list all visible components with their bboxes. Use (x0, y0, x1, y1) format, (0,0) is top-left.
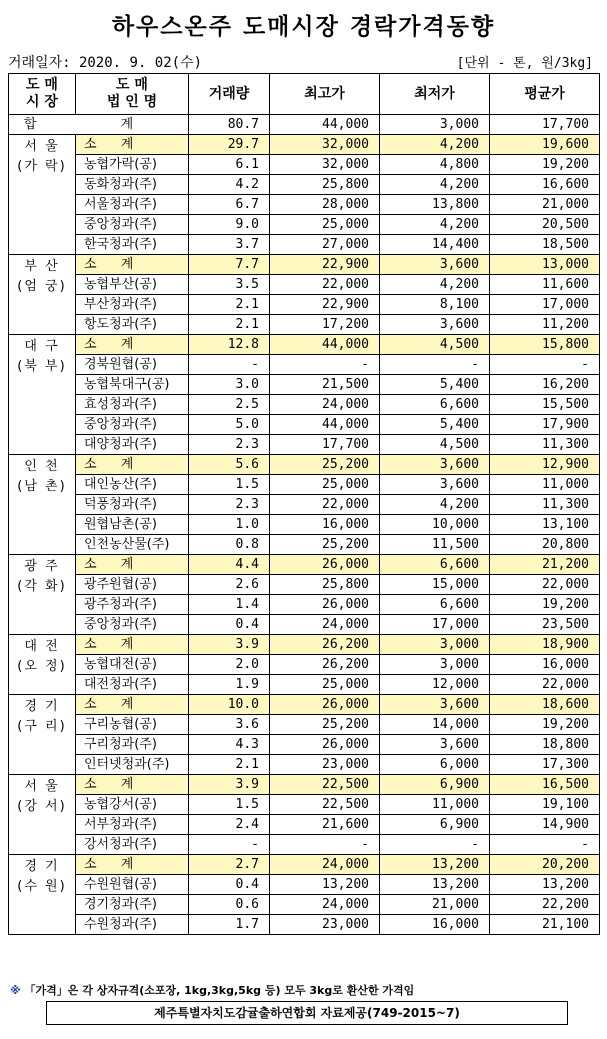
market-line1: 대 전 (24, 639, 60, 654)
market-line2: (구 리) (17, 719, 67, 734)
volume-cell: - (189, 355, 270, 375)
min-price-cell: 15,000 (380, 575, 490, 595)
data-source: 제주특별자치도감귤출하연합회 자료제공(749-2015~7) (46, 1001, 568, 1025)
corp-name: 인터넷청과(주) (76, 755, 189, 775)
corp-name: 수원원협(공) (76, 875, 189, 895)
volume-cell: 7.7 (189, 255, 270, 275)
avg-price-cell: 21,000 (490, 195, 600, 215)
max-price-cell: 21,600 (270, 815, 380, 835)
corp-name: 경기청과(주) (76, 895, 189, 915)
avg-price-cell: - (490, 355, 600, 375)
corp-name: 소 계 (76, 555, 189, 575)
min-price-cell: - (380, 355, 490, 375)
volume-cell: 3.5 (189, 275, 270, 295)
max-price-cell: 27,000 (270, 235, 380, 255)
avg-price-cell: - (490, 835, 600, 855)
min-price-cell: 3,000 (380, 655, 490, 675)
avg-price-cell: 18,800 (490, 735, 600, 755)
volume-cell: 1.5 (189, 795, 270, 815)
market-line2: (각 화) (17, 579, 67, 594)
corp-name: 서울청과(주) (76, 195, 189, 215)
corp-name: 농협북대구(공) (76, 375, 189, 395)
avg-price-cell: 19,100 (490, 795, 600, 815)
volume-cell: 0.4 (189, 615, 270, 635)
volume-cell: 1.0 (189, 515, 270, 535)
max-price-cell: 25,800 (270, 575, 380, 595)
volume-cell: 3.0 (189, 375, 270, 395)
volume-cell: 1.5 (189, 475, 270, 495)
total-max: 44,000 (270, 115, 380, 135)
avg-price-cell: 22,000 (490, 675, 600, 695)
min-price-cell: 4,200 (380, 175, 490, 195)
volume-cell: 29.7 (189, 135, 270, 155)
max-price-cell: 26,000 (270, 735, 380, 755)
corp-name: 한국청과(주) (76, 235, 189, 255)
market-line1: 부 산 (24, 259, 60, 274)
table-row (9, 535, 600, 555)
min-price-cell: 11,500 (380, 535, 490, 555)
max-price-cell: 26,000 (270, 595, 380, 615)
avg-price-cell: 23,500 (490, 615, 600, 635)
table-row (9, 395, 600, 415)
volume-cell: 9.0 (189, 215, 270, 235)
corp-name: 덕풍청과(주) (76, 495, 189, 515)
market-line1: 인 천 (24, 459, 60, 474)
table-row (9, 615, 600, 635)
max-price-cell: 25,800 (270, 175, 380, 195)
market-line1: 서 울 (24, 139, 60, 154)
volume-cell: 5.6 (189, 455, 270, 475)
market-line1: 대 구 (24, 339, 60, 354)
max-price-cell: 17,200 (270, 315, 380, 335)
table-row (9, 735, 600, 755)
volume-cell: 1.7 (189, 915, 270, 935)
market-line2: (남 촌) (17, 479, 67, 494)
volume-cell: 10.0 (189, 695, 270, 715)
corp-name: 항도청과(주) (76, 315, 189, 335)
market-name (9, 635, 76, 695)
market-name (9, 255, 76, 335)
corp-name: 소 계 (76, 775, 189, 795)
corp-name: 구리청과(주) (76, 735, 189, 755)
max-price-cell: 17,700 (270, 435, 380, 455)
table-row (9, 435, 600, 455)
max-price-cell: 25,200 (270, 715, 380, 735)
max-price-cell: 21,500 (270, 375, 380, 395)
corp-name: 부산청과(주) (76, 295, 189, 315)
corp-name: 소 계 (76, 695, 189, 715)
market-line1: 경 기 (24, 859, 60, 874)
volume-cell: 12.8 (189, 335, 270, 355)
volume-cell: 2.6 (189, 575, 270, 595)
avg-price-cell: 19,200 (490, 155, 600, 175)
min-price-cell: - (380, 835, 490, 855)
subtotal-row (9, 855, 600, 875)
volume-cell: 3.9 (189, 775, 270, 795)
total-label: 합 계 (9, 115, 189, 135)
table-row (9, 215, 600, 235)
corp-name: 효성청과(주) (76, 395, 189, 415)
volume-cell: 0.8 (189, 535, 270, 555)
max-price-cell: 13,200 (270, 875, 380, 895)
corp-name: 소 계 (76, 135, 189, 155)
corp-name: 원협남촌(공) (76, 515, 189, 535)
avg-price-cell: 11,200 (490, 315, 600, 335)
max-price-cell: 26,000 (270, 695, 380, 715)
table-row (9, 475, 600, 495)
corp-name: 농협강서(공) (76, 795, 189, 815)
header-avg: 평균가 (490, 74, 600, 115)
market-line2: (엄 궁) (17, 279, 67, 294)
max-price-cell: 25,000 (270, 475, 380, 495)
table-row (9, 355, 600, 375)
table-row (9, 795, 600, 815)
min-price-cell: 14,400 (380, 235, 490, 255)
subtotal-row (9, 635, 600, 655)
volume-cell: 4.3 (189, 735, 270, 755)
volume-cell: 2.1 (189, 295, 270, 315)
max-price-cell: 25,000 (270, 675, 380, 695)
corp-name: 서부청과(주) (76, 815, 189, 835)
subtotal-row (9, 555, 600, 575)
table-row (9, 715, 600, 735)
max-price-cell: 25,000 (270, 215, 380, 235)
min-price-cell: 6,600 (380, 595, 490, 615)
max-price-cell: 24,000 (270, 855, 380, 875)
header-volume: 거래량 (189, 74, 270, 115)
min-price-cell: 13,200 (380, 875, 490, 895)
volume-cell: 2.3 (189, 495, 270, 515)
table-header-row (9, 74, 600, 115)
volume-cell: 2.7 (189, 855, 270, 875)
min-price-cell: 3,600 (380, 255, 490, 275)
avg-price-cell: 22,000 (490, 575, 600, 595)
price-table (8, 73, 600, 935)
min-price-cell: 4,200 (380, 275, 490, 295)
avg-price-cell: 11,600 (490, 275, 600, 295)
market-name (9, 775, 76, 855)
max-price-cell: 23,000 (270, 915, 380, 935)
corp-name: 경북원협(공) (76, 355, 189, 375)
market-line2: (북 부) (17, 359, 67, 374)
volume-cell: 6.7 (189, 195, 270, 215)
max-price-cell: 26,000 (270, 555, 380, 575)
table-row (9, 515, 600, 535)
min-price-cell: 4,200 (380, 135, 490, 155)
table-row (9, 315, 600, 335)
min-price-cell: 12,000 (380, 675, 490, 695)
table-row (9, 495, 600, 515)
min-price-cell: 10,000 (380, 515, 490, 535)
market-line2: (오 정) (17, 659, 67, 674)
avg-price-cell: 13,200 (490, 875, 600, 895)
max-price-cell: 24,000 (270, 615, 380, 635)
min-price-cell: 6,900 (380, 815, 490, 835)
avg-price-cell: 18,500 (490, 235, 600, 255)
avg-price-cell: 19,200 (490, 715, 600, 735)
volume-cell: 5.0 (189, 415, 270, 435)
corp-name: 중앙청과(주) (76, 415, 189, 435)
table-row (9, 415, 600, 435)
min-price-cell: 3,600 (380, 475, 490, 495)
total-row (9, 115, 600, 135)
corp-name: 소 계 (76, 635, 189, 655)
max-price-cell: 16,000 (270, 515, 380, 535)
total-volume: 80.7 (189, 115, 270, 135)
avg-price-cell: 20,800 (490, 535, 600, 555)
market-line1: 경 기 (24, 699, 60, 714)
volume-cell: 2.5 (189, 395, 270, 415)
max-price-cell: 26,200 (270, 655, 380, 675)
volume-cell: 0.6 (189, 895, 270, 915)
table-row (9, 235, 600, 255)
table-row (9, 155, 600, 175)
volume-cell: 0.4 (189, 875, 270, 895)
avg-price-cell: 17,900 (490, 415, 600, 435)
max-price-cell: - (270, 355, 380, 375)
min-price-cell: 13,200 (380, 855, 490, 875)
max-price-cell: 22,500 (270, 795, 380, 815)
avg-price-cell: 20,500 (490, 215, 600, 235)
max-price-cell: 25,200 (270, 535, 380, 555)
min-price-cell: 3,000 (380, 635, 490, 655)
avg-price-cell: 15,800 (490, 335, 600, 355)
corp-name: 소 계 (76, 455, 189, 475)
max-price-cell: 26,200 (270, 635, 380, 655)
volume-cell: 2.1 (189, 315, 270, 335)
unit-note: [단위 - 톤, 원/3kg] (456, 56, 593, 71)
market-line2: (강 서) (17, 799, 67, 814)
min-price-cell: 4,500 (380, 335, 490, 355)
volume-cell: 1.4 (189, 595, 270, 615)
max-price-cell: 22,000 (270, 275, 380, 295)
market-name (9, 335, 76, 455)
table-row (9, 675, 600, 695)
total-avg: 17,700 (490, 115, 600, 135)
avg-price-cell: 22,200 (490, 895, 600, 915)
min-price-cell: 4,200 (380, 215, 490, 235)
max-price-cell: 22,500 (270, 775, 380, 795)
subtotal-row (9, 455, 600, 475)
min-price-cell: 17,000 (380, 615, 490, 635)
corp-name: 구리농협(공) (76, 715, 189, 735)
max-price-cell: 28,000 (270, 195, 380, 215)
min-price-cell: 16,000 (380, 915, 490, 935)
min-price-cell: 6,600 (380, 555, 490, 575)
header-corp: 도 매 법 인 명 (76, 74, 189, 115)
avg-price-cell: 17,000 (490, 295, 600, 315)
avg-price-cell: 16,000 (490, 655, 600, 675)
avg-price-cell: 14,900 (490, 815, 600, 835)
corp-name: 소 계 (76, 855, 189, 875)
market-name (9, 855, 76, 935)
max-price-cell: 32,000 (270, 135, 380, 155)
market-name (9, 135, 76, 255)
market-name (9, 455, 76, 555)
min-price-cell: 3,600 (380, 315, 490, 335)
table-row (9, 275, 600, 295)
avg-price-cell: 16,500 (490, 775, 600, 795)
max-price-cell: 22,900 (270, 255, 380, 275)
min-price-cell: 6,000 (380, 755, 490, 775)
max-price-cell: 24,000 (270, 895, 380, 915)
volume-cell: 2.4 (189, 815, 270, 835)
avg-price-cell: 15,500 (490, 395, 600, 415)
min-price-cell: 6,900 (380, 775, 490, 795)
total-min: 3,000 (380, 115, 490, 135)
corp-name: 광주청과(주) (76, 595, 189, 615)
avg-price-cell: 21,100 (490, 915, 600, 935)
table-row (9, 875, 600, 895)
corp-name: 대인농산(주) (76, 475, 189, 495)
avg-price-cell: 18,900 (490, 635, 600, 655)
subtotal-row (9, 135, 600, 155)
min-price-cell: 5,400 (380, 375, 490, 395)
table-row (9, 375, 600, 395)
market-name (9, 555, 76, 635)
avg-price-cell: 21,200 (490, 555, 600, 575)
header-max: 최고가 (270, 74, 380, 115)
max-price-cell: 25,200 (270, 455, 380, 475)
table-row (9, 655, 600, 675)
avg-price-cell: 16,200 (490, 375, 600, 395)
volume-cell: 2.0 (189, 655, 270, 675)
table-row (9, 295, 600, 315)
subtotal-row (9, 335, 600, 355)
max-price-cell: 44,000 (270, 335, 380, 355)
table-row (9, 175, 600, 195)
min-price-cell: 4,800 (380, 155, 490, 175)
subtotal-row (9, 695, 600, 715)
subtotal-row (9, 255, 600, 275)
table-row (9, 195, 600, 215)
avg-price-cell: 11,300 (490, 435, 600, 455)
min-price-cell: 14,000 (380, 715, 490, 735)
min-price-cell: 3,600 (380, 455, 490, 475)
corp-name: 중앙청과(주) (76, 215, 189, 235)
note-mark: ※ (10, 984, 21, 997)
market-line2: (가 락) (17, 159, 67, 174)
volume-cell: - (189, 835, 270, 855)
volume-cell: 3.7 (189, 235, 270, 255)
min-price-cell: 5,400 (380, 415, 490, 435)
volume-cell: 3.6 (189, 715, 270, 735)
page-title: 하우스온주 도매시장 경락가격동향 (111, 14, 496, 40)
corp-name: 농협가락(공) (76, 155, 189, 175)
avg-price-cell: 20,200 (490, 855, 600, 875)
max-price-cell: - (270, 835, 380, 855)
volume-cell: 2.1 (189, 755, 270, 775)
min-price-cell: 8,100 (380, 295, 490, 315)
corp-name: 수원청과(주) (76, 915, 189, 935)
table-row (9, 595, 600, 615)
volume-cell: 1.9 (189, 675, 270, 695)
footnote (10, 982, 414, 998)
min-price-cell: 3,600 (380, 735, 490, 755)
avg-price-cell: 16,600 (490, 175, 600, 195)
max-price-cell: 24,000 (270, 395, 380, 415)
header-min: 최저가 (380, 74, 490, 115)
corp-name: 동화청과(주) (76, 175, 189, 195)
table-row (9, 815, 600, 835)
corp-name: 농협부산(공) (76, 275, 189, 295)
volume-cell: 4.4 (189, 555, 270, 575)
max-price-cell: 23,000 (270, 755, 380, 775)
avg-price-cell: 13,100 (490, 515, 600, 535)
corp-name: 농협대전(공) (76, 655, 189, 675)
avg-price-cell: 11,000 (490, 475, 600, 495)
min-price-cell: 13,800 (380, 195, 490, 215)
avg-price-cell: 17,300 (490, 755, 600, 775)
corp-name: 인천농산물(주) (76, 535, 189, 555)
corp-name: 대전청과(주) (76, 675, 189, 695)
corp-name: 강서청과(주) (76, 835, 189, 855)
min-price-cell: 11,000 (380, 795, 490, 815)
subtotal-row (9, 775, 600, 795)
avg-price-cell: 19,200 (490, 595, 600, 615)
corp-name: 소 계 (76, 255, 189, 275)
min-price-cell: 4,200 (380, 495, 490, 515)
max-price-cell: 32,000 (270, 155, 380, 175)
avg-price-cell: 18,600 (490, 695, 600, 715)
market-line1: 광 주 (24, 559, 60, 574)
corp-name: 중앙청과(주) (76, 615, 189, 635)
table-row (9, 895, 600, 915)
min-price-cell: 6,600 (380, 395, 490, 415)
corp-name: 광주원협(공) (76, 575, 189, 595)
volume-cell: 2.3 (189, 435, 270, 455)
min-price-cell: 4,500 (380, 435, 490, 455)
volume-cell: 4.2 (189, 175, 270, 195)
avg-price-cell: 11,300 (490, 495, 600, 515)
avg-price-cell: 13,000 (490, 255, 600, 275)
min-price-cell: 3,600 (380, 695, 490, 715)
max-price-cell: 22,900 (270, 295, 380, 315)
table-row (9, 835, 600, 855)
market-line2: (수 원) (17, 879, 67, 894)
trade-date: 거래일자: 2020. 9. 02(수) (8, 55, 203, 71)
corp-name: 소 계 (76, 335, 189, 355)
table-row (9, 575, 600, 595)
header-market: 도 매 시 장 (9, 74, 76, 115)
min-price-cell: 21,000 (380, 895, 490, 915)
market-line1: 서 울 (24, 779, 60, 794)
note-text: 「가격」은 각 상자규격(소포장, 1kg,3kg,5kg 등) 모두 3kg로 환산한 가격임 (24, 984, 415, 997)
market-name (9, 695, 76, 775)
table-row (9, 915, 600, 935)
volume-cell: 3.9 (189, 635, 270, 655)
max-price-cell: 44,000 (270, 415, 380, 435)
corp-name: 대양청과(주) (76, 435, 189, 455)
volume-cell: 6.1 (189, 155, 270, 175)
max-price-cell: 22,000 (270, 495, 380, 515)
table-row (9, 755, 600, 775)
avg-price-cell: 12,900 (490, 455, 600, 475)
avg-price-cell: 19,600 (490, 135, 600, 155)
